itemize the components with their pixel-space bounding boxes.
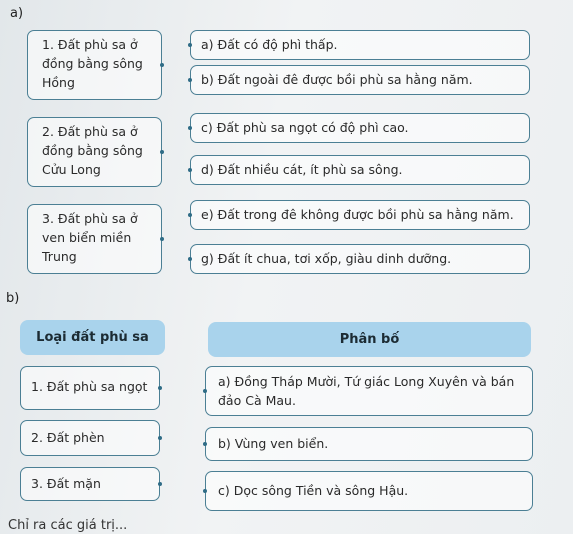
part-a-left-item-1[interactable] [27, 30, 162, 100]
header-distribution: Phân bố [208, 322, 531, 357]
item-text: 1. Đất phù sa ở đồng bằng sông Hồng [42, 37, 143, 90]
connector-dot-icon [188, 213, 192, 217]
part-a-right-item-c[interactable] [190, 113, 530, 143]
connector-dot-icon [188, 126, 192, 130]
item-text: a) Đồng Tháp Mười, Tứ giác Long Xuyên và bán đảo Cà Mau. [218, 374, 515, 408]
part-a-left-item-2[interactable] [27, 117, 162, 187]
part-b-left-item-2[interactable] [20, 420, 160, 456]
part-a-right-item-e[interactable] [190, 200, 530, 230]
item-text: g) Đất ít chua, tơi xốp, giàu dinh dưỡng. [201, 251, 452, 266]
item-text: a) Đất có độ phì thấp. [201, 37, 338, 52]
connector-dot-icon [158, 436, 162, 440]
connector-dot-icon [188, 43, 192, 47]
connector-dot-icon [160, 63, 164, 67]
connector-dot-icon [188, 78, 192, 82]
connector-dot-icon [188, 168, 192, 172]
part-b-right-item-c[interactable] [205, 471, 533, 511]
part-b-left-item-1[interactable] [20, 366, 160, 410]
connector-dot-icon [160, 237, 164, 241]
item-text: c) Đất phù sa ngọt có độ phì cao. [201, 120, 409, 135]
item-text: b) Đất ngoài đê được bồi phù sa hằng năm. [201, 72, 473, 87]
connector-dot-icon [203, 389, 207, 393]
item-text: 1. Đất phù sa ngọt [31, 379, 148, 394]
connector-dot-icon [203, 442, 207, 446]
part-b-right-item-b[interactable] [205, 427, 533, 461]
item-text: 3. Đất phù sa ở ven biển miền Trung [42, 211, 138, 264]
connector-dot-icon [188, 257, 192, 261]
part-a-right-item-d[interactable] [190, 155, 530, 185]
part-a-right-item-b[interactable] [190, 65, 530, 95]
item-text: b) Vùng ven biển. [218, 436, 329, 451]
item-text: c) Dọc sông Tiền và sông Hậu. [218, 483, 409, 498]
part-b-right-item-a[interactable] [205, 366, 533, 416]
part-a-right-item-g[interactable] [190, 244, 530, 274]
connector-dot-icon [203, 489, 207, 493]
item-text: d) Đất nhiều cát, ít phù sa sông. [201, 162, 403, 177]
connector-dot-icon [158, 482, 162, 486]
connector-dot-icon [160, 150, 164, 154]
header-soil-type: Loại đất phù sa [20, 320, 165, 355]
part-a-right-item-a[interactable] [190, 30, 530, 60]
part-b-label: b) [6, 291, 20, 306]
connector-dot-icon [158, 386, 162, 390]
item-text: 2. Đất phèn [31, 430, 105, 445]
item-text: 2. Đất phù sa ở đồng bằng sông Cửu Long [42, 124, 143, 177]
part-a-label: a) [10, 6, 24, 21]
part-a-left-item-3[interactable] [27, 204, 162, 274]
item-text: e) Đất trong đê không được bồi phù sa hằng năm. [201, 207, 514, 222]
part-b-left-item-3[interactable] [20, 467, 160, 501]
item-text: 3. Đất mặn [31, 476, 101, 491]
footer-text: Chỉ ra các giá trị... [8, 518, 128, 533]
